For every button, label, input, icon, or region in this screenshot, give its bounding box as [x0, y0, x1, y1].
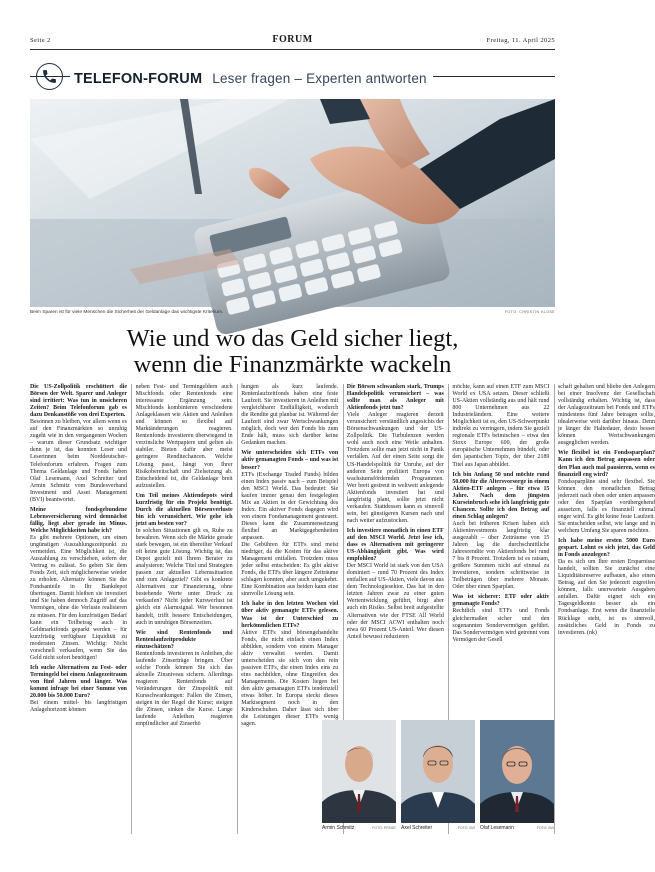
expert-portraits — [322, 720, 555, 835]
question: Wie unterscheiden sich ETFs von aktiv gemanagten Fonds – und was ist besser? — [241, 450, 339, 471]
photo-caption — [30, 310, 555, 315]
question: Ich investiere monatlich in einen ETF auf den MSCI World. Jetzt lese ich, dass es Alternativen mit geringerer US-Abhängigkeit gibt. Was wird empfohlen? — [346, 527, 444, 563]
forum-subtitle: Leser fragen – Experten antworten — [212, 71, 427, 86]
photo-credit: FOTO: CHRISTIN KLOSE — [504, 310, 555, 314]
text-column — [30, 384, 127, 714]
question: Meine fondsgebundene Lebensversicherung wird demnächst fällig, liegt aber gerade im Minus. Welche Möglichkeiten habe ich? — [30, 506, 127, 534]
answer-paragraph: neben Fest- und Termingeldern auch Mischfonds oder Rentenfonds eine interessante Ergänzung sein. Mischfonds kombinieren verschiedene Anlageklassen wie Aktien und Anleihen und können so flexibel auf Marktänderungen reagieren. Rentenfonds investieren überwiegend in verzinsliche Wertpapiere und gelten als stabiler. Bieten dafür aber meist geringere Renditechancen. Welche Lösung passt, hängt von Ihrer Risikobereitschaft und Zielsetzung ab. Entscheidend ist, die Geldanlage breit aufzustellen. — [135, 384, 233, 489]
question: Wie flexibel ist ein Fondssparplan? Kann ich den Betrag anpassen oder den Plan auch mal pausieren, wenn es finanziell eng wird? — [558, 450, 655, 478]
answer-paragraph: Rentenfonds investieren in Anleihen, die laufende Zinserträge bringen. Über solche Fonds können Sie sich das aktuelle Zinsniveau sichern. Allerdings reagieren Rentenfonds auf Veränderungen der Zinspolitik mit Kursschwankungen: Fallen die Zinsen, steigen in der Regel die Kurse; steigen die Zinsen, sinken die Kurse. Lange laufende Anleihen reagieren empfindlicher auf Zinserhö — [135, 650, 233, 728]
answer-paragraph: Fondssparpläne sind sehr flexibel. Sie können den monatlichen Betrag jederzeit nach oben oder unten anpassen oder den Sparplan vorübergehend aussetzen, falls es finanziell einmal enger wird. Es gibt keine feste Laufzeit. Sie entscheiden selbst, wie lange und in welchem Umfang Sie sparen möchten. — [558, 478, 655, 534]
phone-icon — [36, 63, 63, 90]
forum-heading — [70, 68, 433, 87]
expert-portrait — [401, 720, 475, 835]
page-header — [30, 34, 555, 48]
expert-portrait — [322, 720, 396, 835]
question: Die Börsen schwanken stark, Trumps Handelspolitik verunsichert – was sollte man als Anleger mit Aktienfonds jetzt tun? — [346, 384, 444, 412]
answer-paragraph: Der MSCI World ist stark von den USA dominiert – rund 70 Prozent des Index entfallen auf US-Aktien, viele davon aus dem Technologiesektor. Das hat in den letzten Jahren zwar zu einer guten Wertentwicklung geführt, birgt aber auch ein Risiko. Selbst breit aufgestellte Alternativen wie der FTSE All World oder der MSCI ACWI enthalten noch etwa 60 Prozent US-Anteil. Wer diesen Anteil bewusst reduzieren — [346, 563, 444, 640]
answer-paragraph: Die Gebühren für ETFs sind meist niedriger, da die Kosten für das aktive Management entfallen. Trotzdem muss jeder selbst entscheiden: Es gibt aktive Fonds, die ETFs über längere Zeiträume schlagen konnten, aber auch umgekehrt. Eine Kombination aus beiden kann eine sinnvolle Lösung sein. — [241, 542, 339, 598]
lead-paragraph: Die US-Zollpolitik erschüttert die Börsen der Welt. Sparer und Anleger sind irritiert: Was tun in unsicheren Zeiten? Beim Telefonforum gab es dazu Denkanstöße von drei Experten. — [30, 384, 127, 419]
portrait-photo — [322, 720, 396, 823]
question: Ich bin Anfang 50 und möchte rund 50.000 für die Altersvorsorge in einem Aktien-ETF anlegen – für etwa 15 Jahre. Nach dem jüngsten Kurseinbruch sehe ich langfristig gute Chancen. Sollte ich den Betrag auf einen Schlag anlegen? — [452, 471, 550, 520]
headline-line-1: Wie und wo das Geld sicher liegt, — [126, 325, 459, 352]
forum-title: TELEFON-FORUM — [74, 71, 203, 87]
expert-portrait — [480, 720, 554, 835]
answer-paragraph: möchte, kann auf einen ETF zum MSCI World ex USA setzen. Dieser schließt US-Aktien vollständig aus und hält rund 800 Unternehmen aus 22 Industrieländern. Eine weitere Möglichkeit ist es, den US-Schwerpunkt indirekt zu verringern, indem Sie gezielt regionale ETFs beimischen – etwa den Stoxx Europe 600, der große europäische Unternehmen bündelt, oder den japanischen Topix, der über 2189 Titel aus Japan abbildet. — [452, 384, 550, 468]
calculator-hands-illustration — [30, 99, 555, 307]
question: Wie sind Rentenfonds und Rentenlaufzeitprodukte einzuschätzen? — [135, 629, 233, 650]
answer-paragraph: In solchen Situationen gilt es, Ruhe zu bewahren. Wenn sich die Märkte gerade stark bewegen, ist ein übereilter Verkauf oft keine gute Lösung. Wichtig ist, das Depot gezielt mit Ihrem Berater zu analysieren: Welche Titel und Strategien passen zur aktuellen Lebenssituation und zum Anlageziel? Gibt es konkrete Alternativen zur Finanzierung, ohne bestehende Werte unter Druck zu verkaufen? Nicht jeder Kurswerlust ist gleich ein Alarmsignal. Wer besonnen handelt, trifft bessere Entscheidungen, auch in unruhigen Börsenzeiten. — [135, 527, 233, 626]
expert-photo-credit: FOTO: BVI — [536, 826, 554, 830]
header-divider — [30, 49, 555, 50]
main-photo — [30, 99, 555, 307]
answer-paragraph: Viele Anleger reagieren derzeit verunsichert: verständlich angesichts der Börsenschwankungen und der US-Zollpolitik. Die Turbulenzen werden wohl auch noch eine Weile anhalten. Trotzdem sollte man jetzt nicht in Panik verfallen. Auf der einen Seite sorgt die US-Handelspolitik für Unruhe, auf der anderen Seite profitiert Europa von wachstumsfördernden Programmen. Wer breit gestreut in weltweit anlegende Aktienfonds investiert hat und langfristig plant, sollte jetzt nicht verkaufen. Stattdessen kann es sinnvoll sein, bei günstigeren Kursen nach und nach weiter aufzustocken. — [346, 412, 444, 524]
answer-paragraph: Aktive ETFs sind börsengehandelte Fonds, die nicht einfach einen Index abbilden, sondern von einem Manager aktiv verwaltet werden. Damit unterscheiden sie sich von den rein passiven ETFs, die einen Index eins zu eins nachbilden, ohne Eingreifen des Managements. Die Kosten liegen bei den aktiv gemanagten ETFs tendenziell etwas höher. In Europa steckt dieses Marktsegment noch in den Kinderschuhen. Daher lässt sich über die Leistungen dieser ETFs wenig sagen. — [241, 629, 339, 728]
text-column — [452, 384, 549, 716]
section-title: FORUM — [272, 34, 313, 45]
question: Ich habe in den letzten Wochen viel über aktiv gemanagte ETFs gelesen. Was ist der Unterschied zu herkömmlichen ETFs? — [241, 601, 339, 629]
answer-paragraph: schaft gehalten und bliebe den Anlegern bei einer Insolvenz der Gesellschaft vollständig erhalten. Wichtig ist, dass der Anlagezeitraum bei Fonds und ETFs mindestens fünf Jahre betragen sollte, idealerweise weit darüber hinaus. Denn je länger die Haltedauer, desto besser können Wertschwankungen ausgeglichen werden. — [558, 384, 655, 447]
answer-paragraph: hungen als kurz laufende. Rentenlaufzeitfonds haben eine feste Laufzeit. Sie investieren in Anleihen mit vergleichbarer Endfälligkeit, wodurch die Rendite gut planbar ist. Während der Laufzeit sind zwar Wertschwankungen möglich, doch wer den Fonds bis zum Ende hält, muss sich darüber keine Gedanken machen. — [241, 384, 339, 447]
portrait-photo — [401, 720, 475, 823]
text-column — [241, 384, 338, 728]
text-column — [347, 384, 444, 716]
question: Um Teil meines Aktiendepots wird kurzfristig für ein Projekt benötigt. Durch die aktuellen Börsenverluste bin ich verunsichert. Wie gehe ich jetzt am besten vor? — [135, 492, 233, 527]
column-divider — [237, 384, 238, 834]
portrait-photo — [480, 720, 554, 823]
expert-photo-credit: FOTO: PRIVAT — [372, 826, 396, 830]
forum-banner — [30, 60, 555, 92]
answer-paragraph: ETFs (Exchange Traded Funds) bilden einen Index passiv nach – zum Beispiel den MSCI World. Das bedeutet: Sie kaufen immer genau den festgelegten Mix an Aktien in der Gewichtung des Index. Ein aktiver Fonds dagegen wird von einem Fondsmanagement gesteuert. Dieses kann die Zusammensetzung flexibel an Marktgegebenheiten anpassen. — [241, 471, 339, 541]
column-divider — [131, 384, 132, 834]
question: Ich habe meine ersten 5000 Euro gespart. Lohnt es sich jetzt, das Geld in Fonds anzulegen? — [558, 537, 655, 559]
issue-date: Freitag, 11. April 2025 — [486, 37, 555, 44]
answer-paragraph: Besonnen zu bleiben, vor allem wenn es auf den Finanzmärkten so unruhig zugeht wie in den vergangenen Wochen – warum dieser Grundsatz wichtiger denn je ist, das konnten Leser und Leserinnen beim Norddeutscher-Telefonforum erfahren. Fragen zum Thema Geldanlage und Fonds haben Olaf Lesemann, Axel Schreiter und Armin Schmitz vom Bundesverband Investment und Asset Management (BVI) beantwortet. — [30, 419, 127, 503]
headline-line-2: wenn die Finanzmärkte wackeln — [133, 351, 452, 378]
expert-name: Axel Schreiter — [401, 825, 433, 831]
expert-name: Armin Schmitz — [322, 825, 355, 831]
caption-text: Beim Sparen ist für viele Menschen die Sicherheit der Geldanlage das wichtigste Kriterium. — [30, 310, 224, 315]
answer-paragraph: Da es sich um Ihre ersten Ersparnisse handelt, sollten Sie zunächst eine Liquiditätsreserve aufbauen, also einen Betrag, auf den Sie jederzeit zugreifen können, falls unerwartete Ausgaben anfallen. Dafür eignet sich ein Tagesgeldkonto besser als ein Fondsanlage. Erst wenn die finanzielle Rücklage steht, ist es sinnvoll, zusätzliches Geld in Fonds zu investieren. (nk) — [558, 559, 655, 636]
answer-paragraph: Auch bei früheren Krisen haben sich Aktieninvestments langfristig klar ausgezahlt – über Zeiträume von 15 Jahren lag die durchschnittliche Jahresrendite von Aktienfonds bei rund 7 bis 8 Prozent. Trotzdem ist es ratsam, größere Summen nicht auf einmal zu investieren, sondern schrittweise in Teilbeträgen über mehrere Monate. Oder über einen Sparplan. — [452, 520, 550, 591]
expert-photo-credit: FOTO: BVI — [457, 826, 475, 830]
article-headline — [30, 326, 555, 378]
answer-paragraph: Bei einem mittel- bis langfristigen Anlagehorizont können — [30, 700, 127, 714]
answer-paragraph: Rechtlich sind ETFs und Fonds gleichermaßen sicher und den sogenannten Sondervermögen geführt. Das Sondervermögen wird getrennt vom Vermögen der Gesell — [452, 608, 550, 643]
text-column — [558, 384, 655, 716]
page-number: Seite 2 — [30, 37, 51, 44]
text-column — [136, 384, 233, 728]
question: Was ist sicherer: ETF oder aktiv gemanagte Fonds? — [452, 594, 550, 608]
answer-paragraph: Es gibt mehrere Optionen, um einen ungünstigen Auszahlungszeitpunkt zu vermeiden. Eine Möglichkeit ist, die Auszahlung zu verschieben, sofern der Vertrag es zulässt. So geben Sie dem Fonds Zeit, sich möglicherweise wieder zu erholen. Alternativ können Sie die Fondsanteile in Ihr Bankdepot übertragen. Damit bleiben sie investiert und Sie haben dennoch Zugriff auf das Vermögen, ohne die Verluste realisieren zu müssen. Für den kurzfristigen Bedarf kann ein Teilbetrag auch in Geldmarktfonds geparkt werden – für kurzfristig verfügbare Liquidität zu moderaten Zinsen. Wichtig: Nicht vorschnell verkaufen, wenn Sie das Geld nicht sofort benötigen! — [30, 534, 127, 661]
question: Ich suche Alternativen zu Fest- oder Termingeld bei einem Anlagezeitraum von fünf Jahren und länger. Was kommt infrage bei einer Summe von 20.000 bis 50.000 Euro? — [30, 664, 127, 700]
expert-name: Olaf Lesemann — [480, 825, 514, 831]
